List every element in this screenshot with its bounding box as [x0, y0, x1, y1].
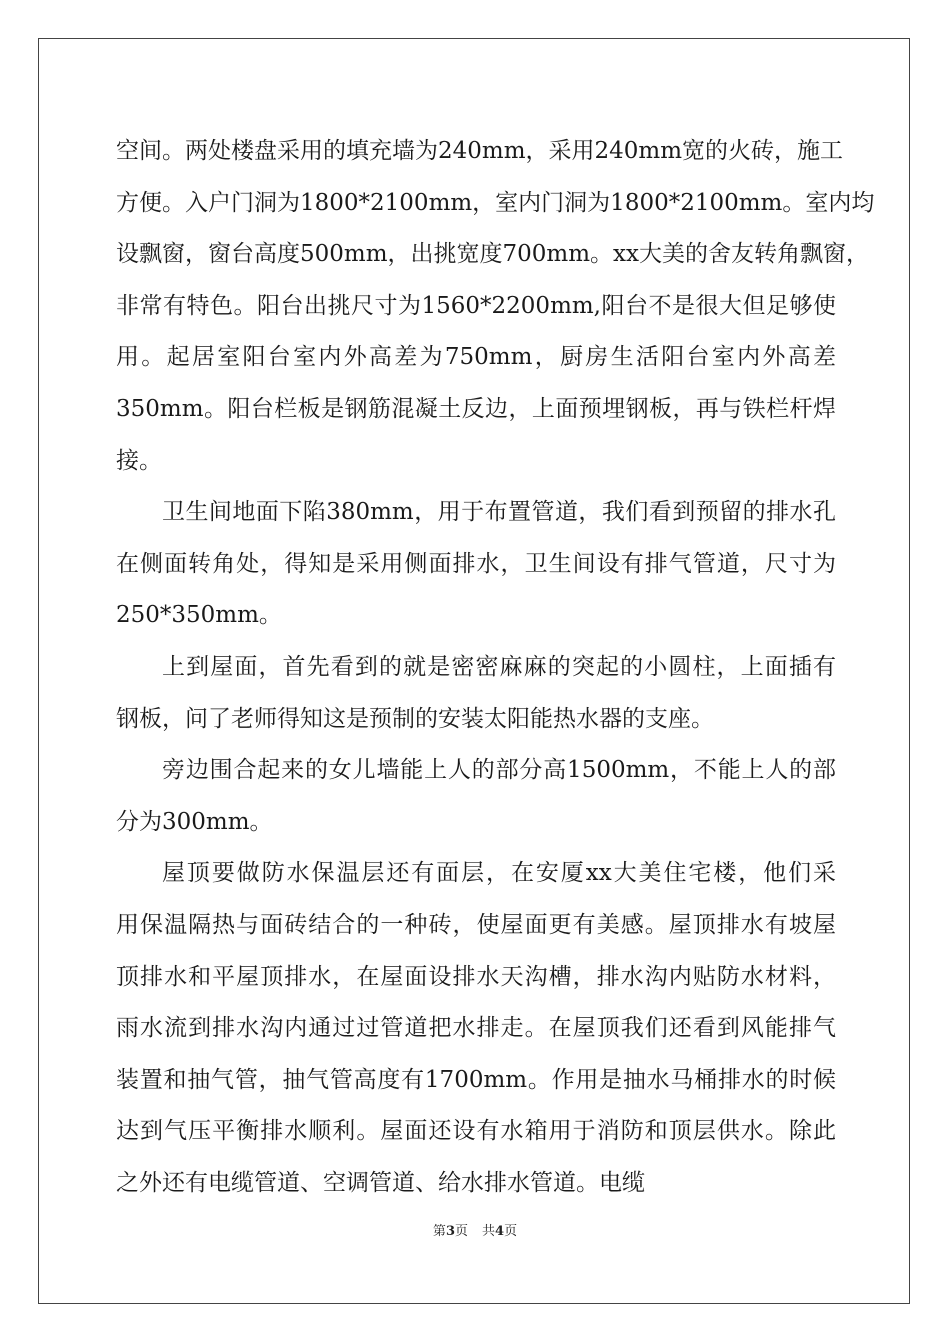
text-line: 接。 [116, 447, 162, 474]
text-line: 屋顶要做防水保温层还有面层，在安厦xx大美住宅楼，他们采 [162, 860, 836, 887]
text-line: 250*350mm。 [116, 602, 282, 629]
document-body [116, 126, 875, 1209]
text-line: 用。起居室阳台室内外高差为750mm，厨房生活阳台室内外高差 [116, 344, 836, 371]
text-line: 之外还有电缆管道、空调管道、给水排水管道。电缆 [116, 1169, 645, 1196]
text-line: 顶排水和平屋顶排水，在屋面设排水天沟槽，排水沟内贴防水材料， [116, 963, 836, 990]
text-line: 在侧面转角处，得知是采用侧面排水，卫生间设有排气管道，尺寸为 [116, 550, 836, 577]
text-line: 雨水流到排水沟内通过过管道把水排走。在屋顶我们还看到风能排气 [116, 1015, 836, 1042]
text-line: 上到屋面，首先看到的就是密密麻麻的突起的小圆柱，上面插有 [162, 653, 836, 680]
text-line: 非常有特色。阳台出挑尺寸为1560*2200mm,阳台不是很大但足够使 [116, 292, 836, 319]
text-line: 350mm。阳台栏板是钢筋混凝土反边，上面预埋钢板，再与铁栏杆焊 [116, 395, 836, 422]
text-line: 卫生间地面下陷380mm，用于布置管道，我们看到预留的排水孔 [162, 499, 836, 526]
text-line: 方便。入户门洞为1800*2100mm，室内门洞为1800*2100mm。室内均 [116, 189, 875, 216]
text-line: 达到气压平衡排水顺利。屋面还设有水箱用于消防和顶层供水。除此 [116, 1118, 836, 1145]
paragraph [116, 487, 836, 642]
paragraph [116, 126, 875, 487]
total-suffix: 页 [504, 1224, 518, 1239]
page-prefix: 第 [432, 1224, 446, 1239]
text-line: 空间。两处楼盘采用的填充墙为240mm，采用240mm宽的火砖，施工 [116, 138, 844, 164]
text-line: 设飘窗，窗台高度500mm，出挑宽度700mm。xx大美的舍友转角飘窗， [116, 241, 869, 268]
page-suffix: 页 [454, 1224, 468, 1239]
total-prefix: 共 [482, 1224, 496, 1239]
page-current: 3 [445, 1224, 455, 1239]
paragraph [116, 642, 836, 745]
text-line: 用保温隔热与面砖结合的一种砖，使屋面更有美感。屋顶排水有坡屋 [116, 911, 836, 938]
paragraph [116, 848, 836, 1209]
text-line: 分为300mm。 [116, 808, 273, 835]
text-line: 旁边围合起来的女儿墙能上人的部分高1500mm，不能上人的部 [162, 757, 836, 784]
page-total: 4 [495, 1224, 505, 1239]
text-line: 钢板，问了老师得知这是预制的安装太阳能热水器的支座。 [116, 705, 714, 732]
text-line: 装置和抽气管，抽气管高度有1700mm。作用是抽水马桶排水的时候 [116, 1066, 836, 1093]
paragraph [116, 745, 836, 848]
page-footer [0, 1220, 950, 1239]
